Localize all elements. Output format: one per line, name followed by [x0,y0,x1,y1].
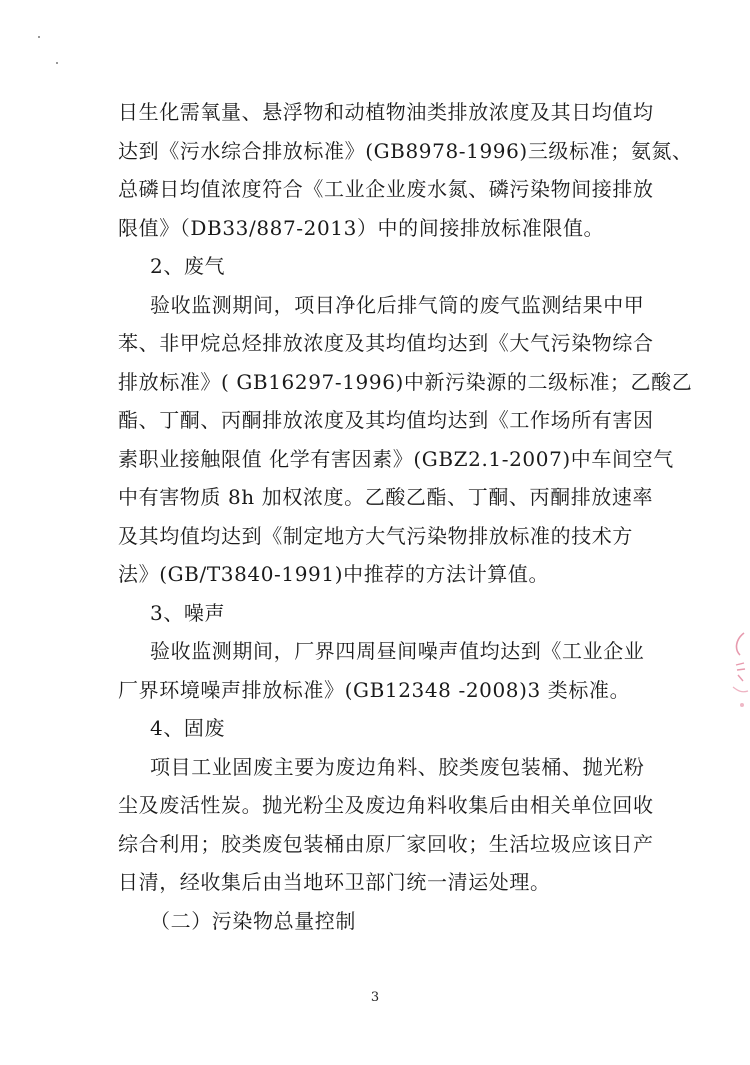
body-line: 中有害物质 8h 加权浓度。乙酸乙酯、丁酮、丙酮排放速率 [118,485,654,509]
body-line: 限值》（DB33/887-2013）中的间接排放标准限值。 [118,215,605,240]
body-line: 尘及废活性炭。抛光粉尘及废边角料收集后由相关单位回收 [118,793,654,817]
body-line: 法》(GB/T3840-1991)中推荐的方法计算值。 [118,562,550,586]
body-line: 素职业接触限值 化学有害因素》(GBZ2.1-2007)中车间空气 [118,446,674,471]
body-line: 达到《污水综合排放标准》(GB8978-1996)三级标准；氨氮、 [118,138,693,163]
page-number: 3 [370,990,380,1005]
body-line: 项目工业固废主要为废边角料、胶类废包装桶、抛光粉 [150,754,645,779]
body-line: 苯、非甲烷总烃排放浓度及其均值均达到《大气污染物综合 [118,331,654,355]
body-line: 日清，经收集后由当地环卫部门统一清运处理。 [118,870,551,894]
body-line: 厂界环境噪声排放标准》(GB12348 -2008)3 类标准。 [118,677,631,702]
body-line: 酯、丁酮、丙酮排放浓度及其均值均达到《工作场所有害因 [118,408,654,432]
page-body [118,93,693,940]
body-line: 日生化需氧量、悬浮物和动植物油类排放浓度及其日均值均 [118,100,654,124]
scan-speck [38,36,40,38]
body-line: 验收监测期间，项目净化后排气筒的废气监测结果中甲 [150,292,645,317]
body-line: 综合利用；胶类废包装桶由原厂家回收；生活垃圾应该日产 [118,831,654,856]
body-line: 及其均值均达到《制定地方大气污染物排放标准的技术方 [118,523,633,548]
body-line: 排放标准》( GB16297-1996)中新污染源的二级标准；乙酸乙 [118,369,693,394]
body-line: 总磷日均值浓度符合《工业企业废水氮、磷污染物间接排放 [118,177,654,201]
scan-speck [56,62,58,64]
seal-stamp-fragment [730,625,750,715]
section-heading-waste-gas: 2、废气 [150,254,226,278]
subsection-heading-total-control: （二）污染物总量控制 [150,908,356,933]
body-line: 验收监测期间，厂界四周昼间噪声值均达到《工业企业 [150,639,645,663]
section-heading-noise: 3、噪声 [150,600,226,625]
section-heading-solid-waste: 4、固废 [150,716,226,740]
